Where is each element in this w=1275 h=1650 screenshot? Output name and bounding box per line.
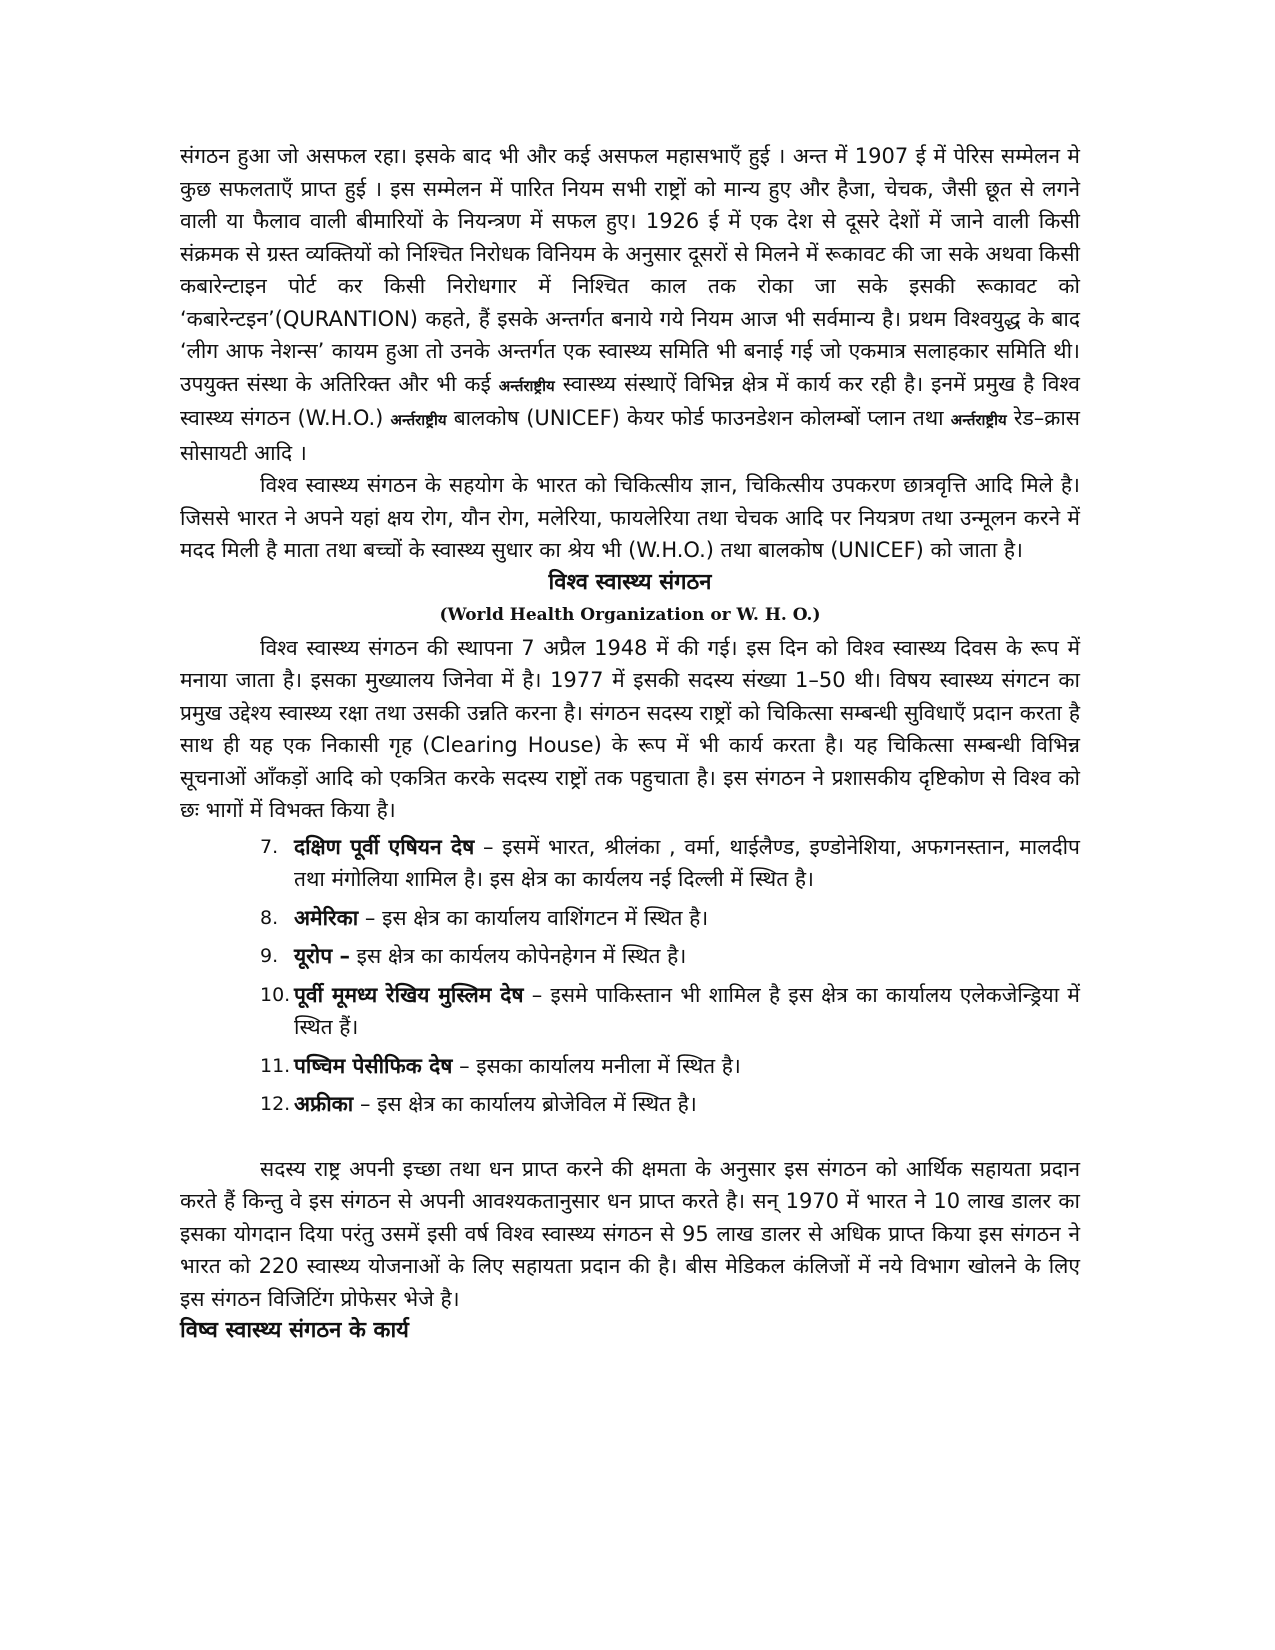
paragraph-history-part-b: स्वास्थ्य संस्थाऐं विभिन्न क्षेत्र में कार्य कर रही है। इनमें प्रमुख है विश्व स्वास्थ्य संगठन (W.H.O.) — [180, 371, 1080, 430]
paragraph-history-part-d: रेड–क्रास सोसायटी आदि । — [180, 406, 1080, 465]
paragraph-who-founding: विश्व स्वास्थ्य संगठन की स्थापना 7 अप्रैल 1948 में की गई। इस दिन को विश्व स्वास्थ्य दिवस के रूप में मनाया जाता है। इसका मुख्यालय जिनेवा में है। 1977 में इसकी सदस्य संख्या 1–50 थी। विषय स्वास्थ्य संगटन का प्रमुख उद्देश्य स्वास्थ्य रक्षा तथा उसकी उन्नति करना है। संगठन सदस्य राष्ट्रों को चिकित्सा सम्बन्धी सुविधाएँ प्रदान करता है साथ ही यह एक निकासी गृह (Clearing House) के रूप में भी कार्य करता है। यह चिकित्सा सम्बन्धी विभिन्न सूचनाओं आँकड़ों आदि को एकत्रित करके सदस्य राष्ट्रों तक पहुचाता है। इस संगठन ने प्रशासकीय दृष्टिकोण से विश्व को छः भागों में विभक्त किया है। — [180, 635, 1080, 822]
region-name: पष्चिम पेसीफिक देष — [294, 1053, 453, 1078]
list-number: 10. — [260, 983, 291, 1006]
document-page — [180, 140, 1080, 1348]
paragraph-history — [180, 140, 1080, 469]
region-description: – इस क्षेत्र का कार्यालय ब्रोजेविल में स्थित है। — [359, 1092, 697, 1116]
region-description: इस क्षेत्र का कार्यलय कोपेनहेगन में स्थित है। — [356, 944, 687, 968]
international-term: अर्न्तराष्ट्रीय — [950, 411, 1007, 429]
region-description: – इस क्षेत्र का कार्यालय वाशिंगटन में स्थित है। — [364, 905, 709, 930]
international-term: अर्न्तराष्ट्रीय — [390, 411, 447, 429]
who-heading: विश्व स्वास्थ्य संगठन — [548, 569, 712, 595]
list-item — [260, 1088, 1080, 1121]
list-number: 9. — [260, 945, 279, 967]
list-item — [260, 902, 1080, 935]
region-name: अमेरिका — [294, 905, 359, 930]
region-description: – इसमें भारत, श्रीलंका , वर्मा, थाईलैण्ड, इण्डोनेशिया, अफगनस्तान, मालदीप तथा मंगोलिया शामिल है। इस क्षेत्र का कार्यलय नई दिल्ली में स्थित है। — [294, 834, 1080, 891]
paragraph-funding: सदस्य राष्ट्र अपनी इच्छा तथा धन प्राप्त करने की क्षमता के अनुसार इस संगठन को आर्थिक सहायता प्रदान करते हैं किन्तु वे इस संगठन से अपनी आवश्यकतानुसार धन प्राप्त करते है। सन् 1970 में भारत ने 10 लाख डालर का इसका योगदान दिया परंतु उसमें इसी वर्ष विश्व स्वास्थ्य संगठन से 95 लाख डालर से अधिक प्राप्त किया इस संगठन ने भारत को 220 स्वास्थ्य योजनाओं के लिए सहायता प्रदान की है। बीस मेडिकल कंलिजों में नये विभाग खोलने के लिए इस संगठन विजिटिंग प्रोफेसर भेजे है। — [180, 1156, 1080, 1311]
region-description: – इसमे पाकिस्तान भी शामिल है इस क्षेत्र का कार्यालय एलेकजेन्ड्रिया में स्थित हैं। — [294, 982, 1080, 1039]
region-name: पूर्वी मूमध्य रेखिय मुस्लिम देष — [294, 982, 524, 1007]
region-name: अफ्रीका — [294, 1092, 354, 1116]
list-number: 12. — [260, 1093, 291, 1115]
list-item — [260, 979, 1080, 1044]
list-item — [260, 940, 1080, 973]
paragraph-india-benefits: विश्व स्वास्थ्य संगठन के सहयोग के भारत को चिकित्सीय ज्ञान, चिकित्सीय उपकरण छात्रवृत्ति आदि मिले है। जिससे भारत ने अपने यहां क्षय रोग, यौन रोग, मलेरिया, फायलेरिया तथा चेचक आदि पर नियत्रण तथा उन्मूलन करने में मदद मिली है माता तथा बच्चों के स्वास्थ्य सुधार का श्रेय भी (W.H.O.) तथा बालकोष (UNICEF) को जाता है। — [180, 473, 1080, 562]
region-name: दक्षिण पूर्वी एषियन देष — [294, 834, 475, 859]
region-description: – इसका कार्यालय मनीला में स्थित है। — [459, 1053, 741, 1078]
spacer — [180, 1127, 1080, 1153]
who-regions-list — [180, 831, 1080, 1121]
region-name: यूरोप – — [294, 944, 350, 968]
list-item — [260, 1050, 1080, 1083]
paragraph-history-part-c: बालकोष (UNICEF) केयर फोर्ड फाउनडेशन कोलम्बों प्लान तथा — [453, 406, 944, 430]
who-functions-heading: विष्व स्वास्थ्य संगठन के कार्य — [180, 1318, 409, 1343]
list-item — [260, 831, 1080, 896]
who-subheading: (World Health Organization or W. H. O.) — [439, 605, 821, 625]
list-number: 11. — [260, 1054, 291, 1077]
list-number: 7. — [260, 835, 279, 858]
paragraph-history-part-a: संगठन हुआ जो असफल रहा। इसके बाद भी और कई असफल महासभाएँ हुई । अन्त में 1907 ई में पेरिस सम्मेलन मे कुछ सफलताएँ प्राप्त हुई । इस सम्मेलन में पारित नियम सभी राष्ट्रों को मान्य हुए और हैजा, चेचक, जैसी छूत से लगने वाली या फैलाव वाली बीमारियों के नियन्त्रण में सफल हुए। 1926 ई में एक देश से दूसरे देशों में जाने वाली किसी संक्रमक से ग्रस्त व्यक्तियों को निश्चित निरोधक विनियम के अनुसार दूसरों से मिलने में रूकावट की जा सके अथवा किसी कबारेन्टाइन पोर्ट कर किसी निरोधगार में निश्चित काल तक रोका जा सके इसकी रूकावट को ‘कबारेन्टइन’(QURANTION) कहते, हैं इसके अन्तर्गत बनाये गये नियम आज भी सर्वमान्य है। प्रथम विश्वयुद्ध के बाद ‘लीग आफ नेशन्स’ कायम हुआ तो उनके अन्तर्गत एक स्वास्थ्य समिति भी बनाई गई जो एकमात्र सलाहकार समिति थी। उपयुक्त संस्था के अतिरिक्त और भी कई — [180, 144, 1080, 396]
international-term: अर्न्तराष्ट्रीय — [498, 376, 555, 395]
list-number: 8. — [260, 906, 279, 929]
